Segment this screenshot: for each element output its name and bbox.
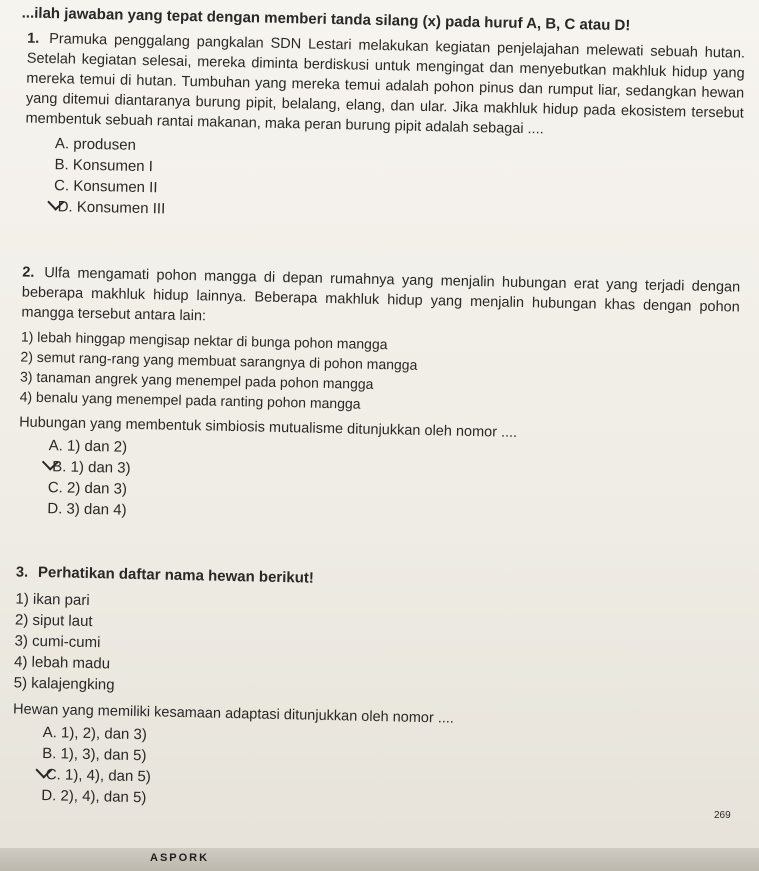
instruction-line: ...ilah jawaban yang tepat dengan memberi tanda silang (x) pada huruf A, B, C atau D!	[21, 4, 631, 35]
question-3-prompt: Hewan yang memiliki kesamaan adaptasi ditunjukkan oleh nomor ....	[12, 701, 455, 727]
option-1d-label: D. Konsumen III	[57, 198, 166, 218]
statement-2-3: 3) tanaman angrek yang menempel pada pohon mangga	[19, 368, 374, 392]
option-2d[interactable]: D. 3) dan 4)	[47, 500, 127, 519]
question-2-prompt: Hubungan yang membentuk simbiosis mutualisme ditunjukkan oleh nomor ....	[18, 414, 518, 441]
option-3d[interactable]: D. 2), 4), dan 5)	[41, 787, 147, 807]
question-2-body: Ulfa mengamati pohon mangga di depan rumahnya yang menjalin hubungan erat yang terjadi dengan beberapa makhluk hidup lainnya. Beberapa makhluk hidup yang menjalin hubungan khas dengan pohon mangga tersebut antara lain:	[21, 264, 741, 325]
option-3c-label: C. 1), 4), dan 5)	[45, 766, 151, 786]
statement-3-4: 4) lebah madu	[13, 653, 111, 673]
question-3-number: 3.	[15, 564, 29, 581]
question-2-number: 2.	[22, 264, 35, 281]
question-1	[23, 29, 745, 232]
statement-2-4: 4) benalu yang menempel pada ranting pohon mangga	[19, 388, 361, 412]
question-2-statements	[19, 327, 739, 422]
statement-3-5: 5) kalajengking	[13, 674, 115, 694]
option-1c[interactable]: C. Konsumen II	[53, 177, 158, 197]
option-3b[interactable]: B. 1), 3), dan 5)	[42, 745, 147, 765]
statement-3-1: 1) ikan pari	[15, 590, 90, 610]
statement-3-3: 3) cumi-cumi	[14, 632, 101, 652]
statement-2-1: 1) lebah hinggap mengisap nektar di bunga pohon mangga	[20, 328, 388, 353]
option-1b[interactable]: B. Konsumen I	[54, 156, 154, 176]
option-2c[interactable]: C. 2) dan 3)	[47, 479, 128, 498]
question-3-options	[41, 722, 731, 820]
option-2a[interactable]: A. 1) dan 2)	[48, 437, 128, 456]
statement-2-2: 2) semut rang-rang yang membuat sarangnya di pohon mangga	[20, 348, 418, 373]
question-1-text	[25, 29, 745, 144]
question-3-statements	[13, 588, 733, 708]
footer-band	[0, 848, 759, 871]
question-2-text	[21, 263, 740, 338]
question-3	[11, 562, 734, 820]
question-1-number: 1.	[27, 30, 40, 47]
question-2-options	[47, 435, 737, 533]
question-2	[17, 263, 740, 534]
footer-logo: ASPORK	[150, 852, 210, 864]
page-number: 269	[714, 810, 731, 821]
option-2b-label: B. 1) dan 3)	[52, 458, 131, 477]
question-1-options	[53, 133, 743, 231]
option-3a[interactable]: A. 1), 2), dan 3)	[42, 724, 148, 744]
question-3-heading: Perhatikan daftar nama hewan berikut!	[37, 563, 315, 587]
option-1a[interactable]: A. produsen	[54, 135, 137, 154]
question-1-body: Pramuka penggalang pangkalan SDN Lestari melakukan kegiatan penjelajahan melewati sebuah hutan. Setelah kegiatan selesai, mereka diminta berdiskusi untuk mengingat dan menyebutkan makhluk hidup yang mereka temui di hutan. Tumbuhan yang mereka temui adalah pohon pinus dan rumput liar, sedangkan hewan yang ditemui diantaranya burung pipit, belalang, elang, dan ular. Jika makhluk hidup pada ekosistem tersebut membentuk sebuah rantai makanan, maka peran burung pipit adalah sebagai ....	[25, 31, 746, 138]
statement-3-2: 2) siput laut	[14, 611, 93, 631]
